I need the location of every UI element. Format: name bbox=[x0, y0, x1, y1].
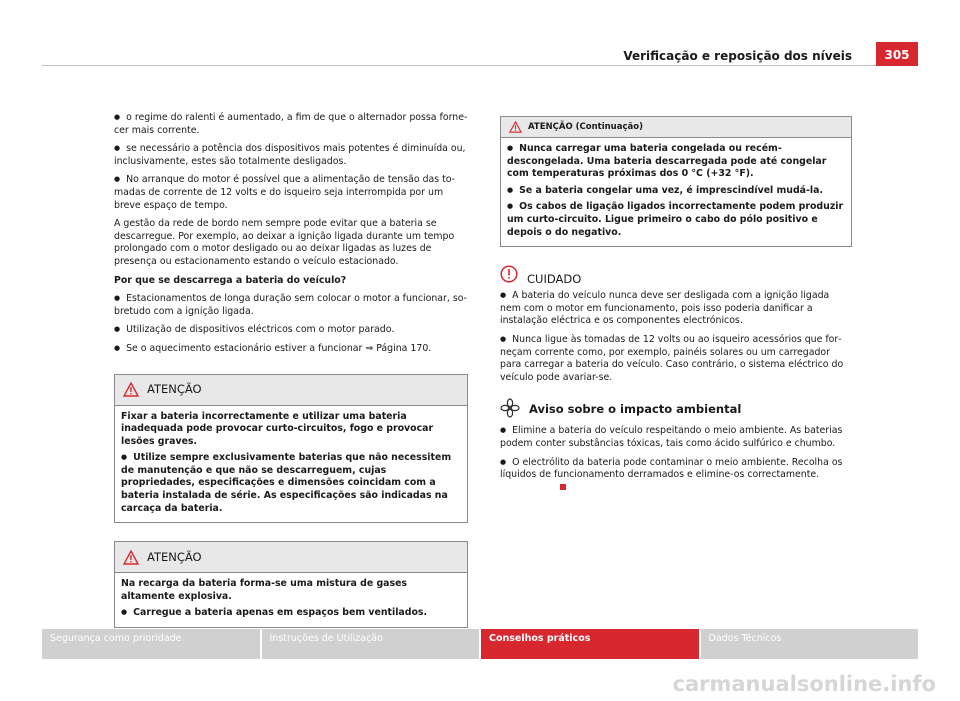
list-item: ● o regime do ralenti é aumentado, a fim de que o alternador possa fornecer mais corrente. bbox=[114, 112, 468, 137]
paragraph: A gestão da rede de bordo nem sempre pode evitar que a bateria se descarregue. Por exemplo, ao deixar a ignição ligada durante um tempo prolongado com o motor desligado ou ao deixar ligadas as luzes de presença ou estacionamento estando o veículo estacionado. bbox=[114, 218, 455, 267]
left-column bbox=[114, 112, 468, 628]
warning-body bbox=[115, 573, 467, 627]
list-item: ● A bateria do veículo nunca deve ser desligada com a ignição ligada nem com o motor em funcionamento, pois isso poderia danificar a instalação eléctrica e os componentes electrónicos. bbox=[500, 290, 852, 328]
exclamation-circle-icon bbox=[500, 265, 518, 283]
tab-seguranca[interactable]: Segurança como prioridade bbox=[42, 629, 260, 659]
list-item: ● se necessário a potência dos dispositivos mais potentes é diminuída ou, inclusivamente, estes são totalmente desligados. bbox=[114, 143, 468, 168]
list-item: ● Elimine a bateria do veículo respeitando o meio ambiente. As baterias podem conter substâncias tóxicas, tais como ácido sulfúrico e chumbo. bbox=[500, 425, 852, 450]
end-of-section-marker bbox=[560, 484, 566, 490]
list-item: ● Nunca carregar uma bateria congelada ou recém-descongelada. Uma bateria descarregada pode até congelar com temperaturas próximas dos 0 °C (+32 °F). bbox=[507, 143, 845, 181]
list-item: ● Se a bateria congelar uma vez, é imprescindível mudá-la. bbox=[507, 185, 845, 198]
warning-box bbox=[114, 374, 468, 524]
list-item: ● Nunca ligue às tomadas de 12 volts ou ao isqueiro acessórios que forneçam corrente como, por exemplo, painéis solares ou um carregador para carregar a bateria do veículo. Caso contrário, o sistema eléctrico do veículo pode avariar-se. bbox=[500, 334, 852, 384]
right-column bbox=[500, 116, 852, 500]
footer-nav bbox=[42, 629, 918, 659]
list-item: ● Os cabos de ligação ligados incorrectamente podem produzir um curto-circuito. Ligue primeiro o cabo do pólo positivo e depois o do negativo. bbox=[507, 201, 845, 239]
warning-title: ATENÇÃO (Continuação) bbox=[528, 121, 643, 132]
warning-triangle-icon bbox=[123, 550, 139, 565]
warning-header bbox=[115, 375, 467, 406]
page-number: 305 bbox=[876, 42, 918, 66]
list-item: ● Utilização de dispositivos eléctricos com o motor parado. bbox=[114, 324, 468, 337]
caution-title: CUIDADO bbox=[527, 271, 582, 286]
warning-title: ATENÇÃO bbox=[147, 549, 202, 564]
section-heading: Por que se descarrega a bateria do veículo? bbox=[114, 274, 347, 286]
warning-box bbox=[114, 541, 468, 628]
warning-triangle-icon bbox=[123, 382, 139, 397]
list-item: ● Utilize sempre exclusivamente baterias que não necessitem de manutenção e que não se descarreguem, cujas propriedades, especificações e dimensões coincidam com a bateria instalada de série. As especificações são indicadas na carcaça da bateria. bbox=[121, 452, 461, 515]
warning-triangle-icon bbox=[509, 121, 522, 133]
environment-title: Aviso sobre o impacto ambiental bbox=[529, 402, 742, 417]
tab-instrucoes[interactable]: Instruções de Utilização bbox=[262, 629, 480, 659]
list-item: ● Se o aquecimento estacionário estiver a funcionar ⇒ Página 170. bbox=[114, 343, 468, 356]
list-item: ● Estacionamentos de longa duração sem colocar o motor a funcionar, sobretudo com a ignição ligada. bbox=[114, 293, 468, 318]
environment-flower-icon bbox=[500, 398, 520, 418]
list-item bbox=[500, 457, 852, 495]
warning-body bbox=[115, 406, 467, 523]
environment-header bbox=[500, 398, 852, 418]
caution-header bbox=[500, 265, 852, 286]
list-item: ● Carregue a bateria apenas em espaços bem ventilados. bbox=[121, 607, 461, 620]
watermark: carmanualsonline.info bbox=[672, 672, 936, 696]
list-item: ● No arranque do motor é possível que a alimentação de tensão das tomadas de corrente de 12 volts e do isqueiro seja interrompida por um breve espaço de tempo. bbox=[114, 174, 468, 212]
warning-text: Na recarga da bateria forma-se uma mistura de gases altamente explosiva. bbox=[121, 578, 408, 602]
tab-conselhos[interactable]: Conselhos práticos bbox=[481, 629, 699, 659]
tab-dados-tecnicos[interactable]: Dados Técnicos bbox=[701, 629, 919, 659]
warning-body bbox=[501, 138, 851, 246]
warning-continued-box bbox=[500, 116, 852, 247]
warning-title: ATENÇÃO bbox=[147, 382, 202, 397]
warning-header bbox=[501, 117, 851, 138]
header-rule bbox=[42, 65, 918, 66]
warning-text: Fixar a bateria incorrectamente e utilizar uma bateria inadequada pode provocar curto-circuitos, fogo e provocar lesões graves. bbox=[121, 410, 434, 447]
header-title: Verificação e reposição dos níveis bbox=[623, 49, 852, 63]
warning-header bbox=[115, 542, 467, 573]
list-item-text: O electrólito da bateria pode contaminar o meio ambiente. Recolha os líquidos de funcionamento derramados e elimine-os correctamente. bbox=[500, 456, 843, 481]
